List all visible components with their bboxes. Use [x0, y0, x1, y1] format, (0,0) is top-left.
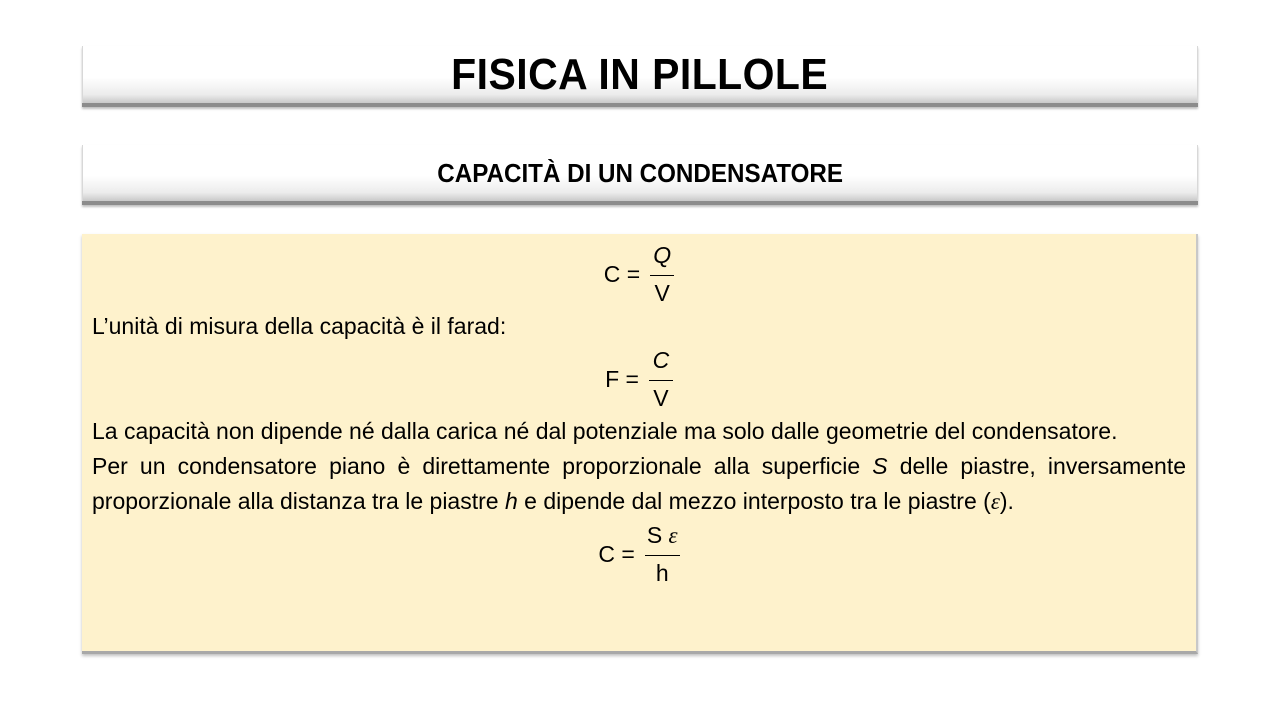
unit-line: L’unità di misura della capacità è il farad:: [92, 313, 507, 339]
formula-lhs: C =: [598, 540, 635, 567]
fraction-numerator: Q: [650, 244, 674, 276]
surface-symbol: S: [646, 521, 663, 548]
formula-lhs: F =: [605, 365, 639, 392]
subtitle-bar: [82, 145, 1198, 205]
fraction-denominator: V: [654, 279, 670, 306]
paragraph-plane-capacitor: [92, 449, 1186, 519]
paragraph-text: ).: [999, 488, 1014, 514]
farad-formula: [92, 344, 1186, 414]
formula-lhs: C =: [603, 260, 641, 287]
fraction: [645, 521, 680, 586]
fraction-denominator: V: [653, 384, 669, 411]
section-title: CAPACITÀ DI UN CONDENSATORE: [437, 158, 843, 188]
fraction-numerator: C: [649, 349, 673, 381]
paragraph-text: Per un condensatore piano è direttamente proporzionale alla superficie: [92, 453, 873, 479]
paragraph-text: delle piastre, inversamente proporzionale alla distanza tra le piastre: [92, 453, 1186, 514]
plane-capacitor-formula: [92, 519, 1186, 589]
content-box: [82, 234, 1198, 654]
paragraph-text: e dipende dal mezzo interposto tra le piastre (: [517, 488, 991, 514]
page-title: FISICA IN PILLOLE: [451, 49, 829, 99]
surface-symbol: S: [872, 453, 888, 479]
epsilon-symbol: ε: [668, 522, 678, 548]
fraction: [649, 346, 673, 411]
fraction: [650, 241, 674, 306]
distance-symbol: h: [504, 488, 518, 514]
capacity-formula: [92, 239, 1186, 309]
fraction-numerator: [645, 521, 680, 556]
fraction-denominator: h: [655, 559, 669, 586]
title-bar: [82, 46, 1198, 107]
epsilon-symbol: ε: [990, 489, 1000, 514]
paragraph-geometry: La capacità non dipende né dalla carica né dal potenziale ma solo dalle geometrie del condensatore.: [92, 418, 1118, 444]
